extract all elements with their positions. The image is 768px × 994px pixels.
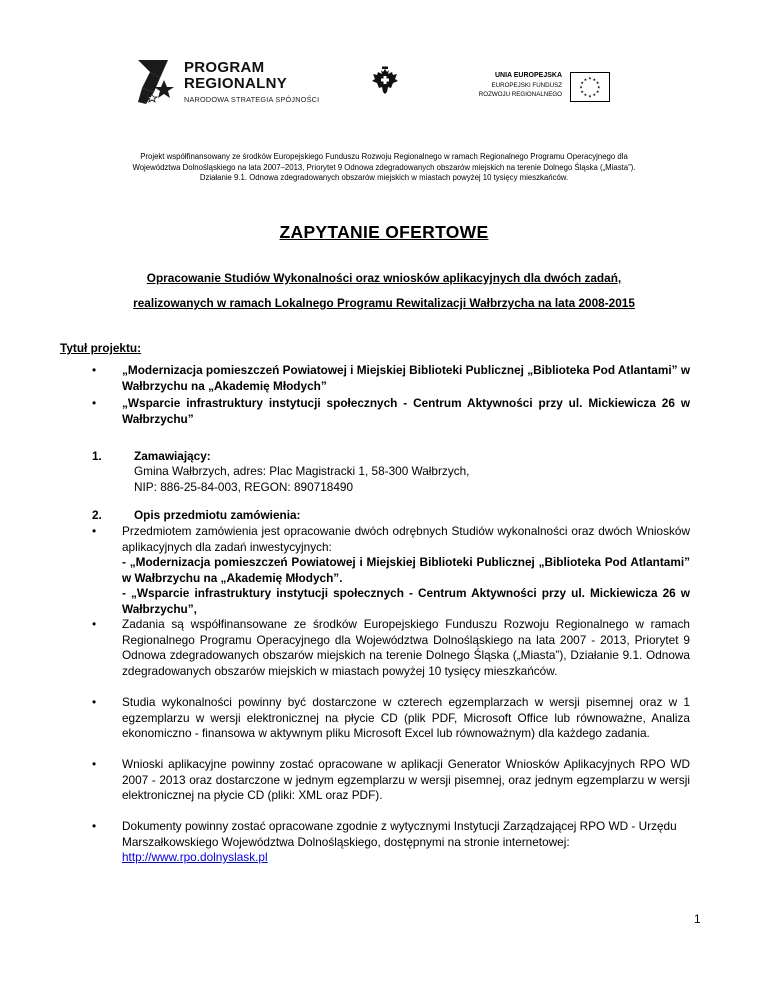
eu-star-icon: ★ (580, 80, 585, 86)
bullet: • (92, 363, 97, 377)
eu-star-icon: ★ (588, 75, 592, 81)
cofinancing-text: Zadania są współfinansowane ze środków Europejskiego Funduszu Rozwoju Regionalnego w ramach Regionalnego Programu Operacyjnego dla Województwa Dolnośląskiego na lata 2007 - 2013, Priorytet 9 Odnowa zdegradowanych obszarów miejskich na terenie Dolnego Śląska („Miasta”), Działanie 9.1. Odnowa zdegradowanych obszarów miejskich w miastach powyżej 10 tysięcy mieszkańców. (122, 617, 690, 678)
project-title-item (92, 396, 692, 428)
eu-logo-line1: UNIA EUROPEJSKA (494, 72, 562, 79)
eu-logo-line3: ROZWOJU REGIONALNEGO (478, 91, 562, 98)
program-logo-line1: PROGRAM (184, 59, 265, 76)
feasibility-studies-text: Studia wykonalności powinny być dostarczone w czterech egzemplarzach w wersji pisemnej oraz w 1 egzemplarzu w wersji elektronicznej na płycie CD (plik PDF, Microsoft Office lub równoważne, Analiza ekonomiczno - finansowa w aktywnym pliku Microsoft Excel lub równoważnym) dla każdego zadania. (122, 695, 690, 740)
order-task-1: - „Modernizacja pomieszczeń Powiatowej i Miejskiej Biblioteki Publicznej „Biblioteka Pod Atlantami” w Wałbrzychu na „Akademię Młodych”. (122, 555, 690, 585)
cofinancing-info-line: Projekt współfinansowany ze środków Europejskiego Funduszu Rozwoju Regionalnego w ramach Regionalnego Programu Operacyjnego dla (140, 152, 628, 161)
applications-text: Wnioski aplikacyjne powinny zostać opracowane w aplikacji Generator Wniosków Aplikacyjnych RPO WD 2007 - 2013 oraz dostarczone w jednym egzemplarzu w wersji pisemnej, oraz jednym egzemplarzu w wersji elektronicznej na płycie CD (pliki: XML oraz PDF). (122, 757, 690, 802)
program-logo-line2: REGIONALNY (184, 75, 288, 92)
document-title: ZAPYTANIE OFERTOWE (279, 222, 489, 242)
bullet: • (92, 757, 97, 771)
project-title-text: „Wsparcie infrastruktury instytucji społecznych - Centrum Aktywności przy ul. Mickiewicza 26 w Wałbrzychu” (122, 396, 690, 426)
eu-star-icon: ★ (583, 92, 588, 98)
bullet: • (92, 695, 97, 709)
eu-star-icon: ★ (592, 76, 597, 82)
project-title-label: Tytuł projektu: (60, 341, 142, 355)
project-title-item (92, 363, 692, 395)
eu-star-icon: ★ (583, 76, 588, 82)
bullet: • (92, 524, 97, 538)
rpo-website-link[interactable]: http://www.rpo.dolnyslask.pl (122, 850, 268, 864)
applications-item (92, 757, 692, 819)
guidelines-item (92, 819, 692, 867)
section-1-ids: NIP: 886-25-84-003, REGON: 890718490 (134, 480, 354, 494)
eu-star-icon: ★ (579, 84, 584, 90)
order-description-item (92, 524, 692, 618)
eu-star-icon: ★ (595, 80, 600, 86)
section-2-heading: Opis przedmiotu zamówienia: (134, 508, 301, 522)
subtitle-line-1: Opracowanie Studiów Wykonalności oraz wniosków aplikacyjnych dla dwóch zadań, (146, 271, 622, 285)
eu-star-icon: ★ (595, 88, 600, 94)
eu-star-icon: ★ (596, 84, 601, 90)
order-task-2: - „Wsparcie infrastruktury instytucji społecznych - Centrum Aktywności przy ul. Mickiewicza 26 w Wałbrzychu”, (122, 586, 690, 616)
cofinancing-info-line: Województwa Dolnośląskiego na lata 2007–2013, Priorytet 9 Odnowa zdegradowanych obszarów miejskich na terenie Dolnego Śląska („Miasta”). (132, 162, 636, 172)
cofinancing-item (92, 617, 692, 695)
eu-flag-icon (570, 72, 610, 102)
eu-logo (470, 72, 610, 112)
eu-star-icon: ★ (588, 93, 592, 99)
program-logo-line3: NARODOWA STRATEGIA SPÓJNOŚCI (184, 95, 320, 104)
section-1-heading: Zamawiający: (134, 449, 211, 463)
bullet: • (92, 617, 97, 631)
eu-star-icon: ★ (580, 88, 585, 94)
subtitle-line-2: realizowanych w ramach Lokalnego Programu Rewitalizacji Wałbrzycha na lata 2008-2015 (133, 296, 635, 310)
program-regionalny-mark-icon (138, 58, 176, 106)
order-description-text: Przedmiotem zamówienia jest opracowanie dwóch odrębnych Studiów wykonalności oraz dwóch Wniosków aplikacyjnych dla zadań inwestycyjnych: (122, 524, 690, 554)
section-1-number: 1. (92, 449, 102, 463)
bullet: • (92, 819, 97, 833)
eagle-coat-of-arms-icon (371, 66, 399, 96)
project-title-text: „Modernizacja pomieszczeń Powiatowej i Miejskiej Biblioteki Publicznej „Biblioteka Pod Atlantami” w Wałbrzychu na „Akademię Młodych” (122, 363, 690, 393)
page-number: 1 (694, 912, 701, 926)
section-2-number: 2. (92, 508, 102, 522)
cofinancing-info (80, 152, 688, 184)
cofinancing-info-line: Działanie 9.1. Odnowa zdegradowanych obszarów miejskich w miastach powyżej 10 tysięcy mieszkańców. (199, 173, 569, 182)
bullet: • (92, 396, 97, 410)
section-1-address: Gmina Wałbrzych, adres: Plac Magistracki 1, 58-300 Wałbrzych, (134, 464, 470, 478)
eu-star-icon: ★ (592, 92, 597, 98)
guidelines-text: Dokumenty powinny zostać opracowane zgodnie z wytycznymi Instytucji Zarządzającej RPO WD - Urzędu Marszałkowskiego Województwa Dolnośląskiego, dostępnymi na stronie internetowej: (122, 819, 677, 849)
program-regionalny-logo (138, 58, 338, 118)
eu-logo-line2: EUROPEJSKI FUNDUSZ (491, 82, 562, 89)
feasibility-studies-item (92, 695, 692, 757)
